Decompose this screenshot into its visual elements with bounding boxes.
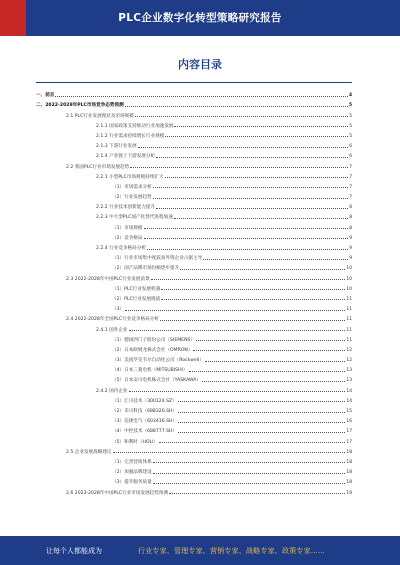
toc-entry-page: 5 [348,103,352,109]
toc-leader-dots [174,218,348,219]
toc-entry-label: 2.6 2023-2028年中国PLC行业市场发展趋势预测 [66,490,169,496]
toc-entry-label: （5）和利时（HOLI） [112,439,159,445]
toc-entry[interactable] [36,210,352,220]
toc-leader-dots [125,106,348,107]
toc-entry-page: 8 [349,225,352,231]
toc-leader-dots [169,493,345,494]
toc-entry[interactable] [36,404,352,414]
toc-entry-label: 2.5 企业发展战略建议 [66,449,112,455]
toc-entry[interactable] [36,343,352,353]
toc-entry-label: 2.4.2 国内企业 [96,388,128,394]
toc-entry[interactable] [36,200,352,210]
toc-entry[interactable] [36,261,352,271]
toc-leader-dots [144,228,349,229]
toc-entry-page: 17 [346,439,352,445]
toc-entry[interactable] [36,333,352,343]
toc-leader-dots [178,401,346,402]
toc-entry-page: 7 [349,195,352,201]
toc-leader-dots [55,96,348,97]
toc-entry-page: 18 [346,480,352,486]
toc-entry[interactable] [36,159,352,169]
toc-entry-label: （2）PLC行业发展挑战 [112,296,161,302]
toc-entry[interactable] [36,170,352,180]
toc-leader-dots [180,269,345,270]
toc-entry-page: 10 [346,276,352,282]
toc-entry-label: （2）加强品牌建设 [112,470,152,476]
toc-entry[interactable] [36,292,352,302]
toc-entry-page: 11 [346,317,352,323]
toc-leader-dots [113,452,346,453]
toc-entry-page: 8 [349,215,352,221]
toc-entry[interactable] [36,485,352,495]
toc-leader-dots [130,167,348,168]
toc-leader-dots [203,259,348,260]
toc-entry-page: 5 [349,133,352,139]
toc-entry[interactable] [36,88,352,98]
toc-leader-dots [125,310,345,311]
footer-slogan-right: 行业专家、管理专家、营销专家、战略专家、政策专家…… [138,546,326,555]
toc-leader-dots [153,473,346,474]
toc-entry[interactable] [36,241,352,251]
toc-entry-label: 2.2.2 行业技术创新能力提升 [96,205,156,211]
toc-entry[interactable] [36,180,352,190]
toc-entry-page: 11 [346,337,352,343]
toc-leader-dots [205,361,345,362]
toc-leader-dots [153,187,349,188]
toc-entry-label: （1）市场需求分析 [112,184,152,190]
footer-slogan-left: 让每个人都能成为 [46,546,102,555]
toc-entry-page: 7 [349,174,352,180]
toc-entry-label: （2）行业发展趋势 [112,195,152,201]
toc-entry-page: 11 [346,296,352,302]
toc-entry-label: 2.1.4 产业链上下游发展分析 [96,154,156,160]
toc-entry-label: （1）汇川技术（300124.SZ） [112,398,177,404]
toc-leader-dots [165,136,348,137]
toc-entry-label: （1）PLC行业发展机遇 [112,286,161,292]
toc-entry[interactable] [36,190,352,200]
toc-entry[interactable] [36,271,352,281]
toc-title: 内容目录 [178,58,222,71]
toc-leader-dots [153,462,346,463]
toc-entry-page: 12 [346,358,352,364]
toc-entry[interactable] [36,373,352,383]
toc-entry-page: 7 [349,164,352,170]
toc-entry-page: 13 [346,378,352,384]
toc-entry-page: 18 [346,459,352,465]
toc-entry[interactable] [36,363,352,373]
toc-entry-label: 2.2 我国PLC行业市场发展趋势 [66,164,130,170]
toc-entry[interactable] [36,231,352,241]
toc-entry[interactable] [36,424,352,434]
toc-entry[interactable] [36,302,352,312]
toc-entry-page: 10 [346,286,352,292]
toc-entry[interactable] [36,445,352,455]
toc-leader-dots [174,126,348,127]
toc-leader-dots [159,442,345,443]
toc-entry[interactable] [36,139,352,149]
toc-entry-label: （4）日本三菱电机（MITSUBISHI） [112,368,188,374]
toc-entry[interactable] [36,282,352,292]
toc-entry[interactable] [36,98,352,108]
toc-entry-label: （1）市场规模 [112,225,143,231]
toc-leader-dots [129,330,346,331]
toc-entry-label: （3）提升服务质量 [112,480,152,486]
toc-entry[interactable] [36,465,352,475]
toc-entry-label: （5）日本安川电机株式会社（YASKAWA） [112,378,201,384]
toc-entry[interactable] [36,475,352,485]
toc-entry-label: 2.2.4 行业竞争格局分析 [96,246,146,251]
toc-entry-page: 5 [349,113,352,119]
toc-entry-label: 2.4 2022-2028年全国PLC行业竞争格局分析 [66,317,159,323]
toc-entry-label: 2.1.3 下游行业发展 [96,144,137,150]
toc-entry-label: （1）行业市场集中度较高外资企业占据主导 [112,256,203,262]
toc-entry-page: 10 [346,266,352,272]
toc-entry[interactable] [36,353,352,363]
toc-entry[interactable] [36,414,352,424]
toc-entry-label: （1）完善营销体系 [112,459,152,465]
toc-entry[interactable] [36,149,352,159]
toc-leader-dots [153,198,349,199]
toc-entry-label: （2）日本欧姆龙株式会社（OMRON） [112,347,193,353]
toc-entry[interactable] [36,220,352,230]
toc-entry-page: 11 [346,307,352,313]
toc-entry-label: 二、2022-2028年PLC市场竞争态势预测 [36,103,124,109]
toc-leader-dots [153,483,346,484]
toc-entry-page: 18 [346,470,352,476]
toc-entry-page: 12 [346,347,352,353]
toc-leader-dots [193,350,345,351]
toc-entry-label: 一、前言 [36,93,55,99]
toc-entry-page: 4 [348,93,352,99]
toc-leader-dots [178,422,345,423]
toc-leader-dots [202,381,345,382]
toc-entry-page: 13 [346,368,352,374]
toc-entry-label: 2.2.3 中大型PLC国产化替代进程加速 [96,215,173,221]
toc-entry-label: （1）德国西门子股份公司（SIEMENS） [112,337,196,343]
toc-entry-label: 2.1 PLC行业发展现状及市场规模 [66,113,134,119]
toc-entry-page: 9 [349,256,352,262]
toc-leader-dots [129,391,346,392]
toc-entry-page: 9 [349,246,352,251]
toc-leader-dots [135,116,348,117]
toc-leader-dots [138,147,348,148]
toc-entry-label: （4）中控技术（688777.SH） [112,429,178,435]
toc-leader-dots [189,371,346,372]
report-title: PLC企业数字化转型策略研究报告 [118,12,282,24]
toc-leader-dots [161,289,345,290]
toc-leader-dots [178,412,345,413]
toc-leader-dots [165,177,349,178]
toc-entry-label: 2.4.1 国外企业 [96,327,128,333]
table-of-contents [36,88,352,496]
toc-entry-label: 2.3 2022-2028年中国PLC行业发展前景 [66,276,150,282]
toc-entry-page: 5 [349,123,352,129]
toc-entry-page: 14 [346,398,352,404]
toc-leader-dots [151,279,346,280]
toc-entry-page: 9 [349,235,352,241]
toc-entry[interactable] [36,455,352,465]
toc-entry-page: 17 [346,429,352,435]
toc-entry[interactable] [36,394,352,404]
toc-entry[interactable] [36,312,352,322]
toc-entry-label: （2）国产品牌市场份额逐步提升 [112,266,180,272]
toc-entry-page: 8 [349,205,352,211]
toc-leader-dots [196,340,345,341]
toc-entry-page: 19 [346,490,352,496]
toc-entry[interactable] [36,322,352,332]
toc-leader-dots [147,249,348,250]
toc-entry-page: 6 [349,144,352,150]
toc-leader-dots [156,157,348,158]
toc-entry-page: 7 [349,184,352,190]
toc-entry-label: （3）信捷电气（603416.SH） [112,419,178,425]
toc-entry[interactable] [36,108,352,118]
footer-banner [0,536,400,565]
toc-leader-dots [160,320,346,321]
toc-entry[interactable] [36,251,352,261]
toc-entry-page: 15 [346,409,352,414]
toc-entry[interactable] [36,434,352,444]
toc-entry-label: （3）美国罗克韦尔自动化公司（Rockwell） [112,358,204,364]
toc-leader-dots [161,299,345,300]
toc-entry-page: 16 [346,419,352,425]
toc-leader-dots [144,238,349,239]
report-header [0,0,400,36]
toc-entry-page: 6 [349,154,352,160]
toc-entry-label: 2.1.1 国家政策支持推动行业加速发展 [96,123,174,129]
toc-divider [36,82,352,83]
toc-leader-dots [178,432,345,433]
toc-entry-label: 2.2.1 小型PLC市场规模持续扩大 [96,174,164,180]
toc-entry[interactable] [36,383,352,393]
toc-entry-page: 18 [346,449,352,455]
toc-entry-page: 11 [346,327,352,333]
toc-entry[interactable] [36,119,352,129]
toc-entry-label: （2）禾川科技（688320.SH） [112,409,178,414]
toc-entry[interactable] [36,129,352,139]
toc-entry-page: 14 [346,388,352,394]
toc-leader-dots [156,208,348,209]
toc-entry-label: （2）竞争格局 [112,235,143,241]
toc-entry-label: 2.1.2 行业需求持续增长行业规模 [96,133,165,139]
toc-entry-label: （3） [112,307,125,313]
